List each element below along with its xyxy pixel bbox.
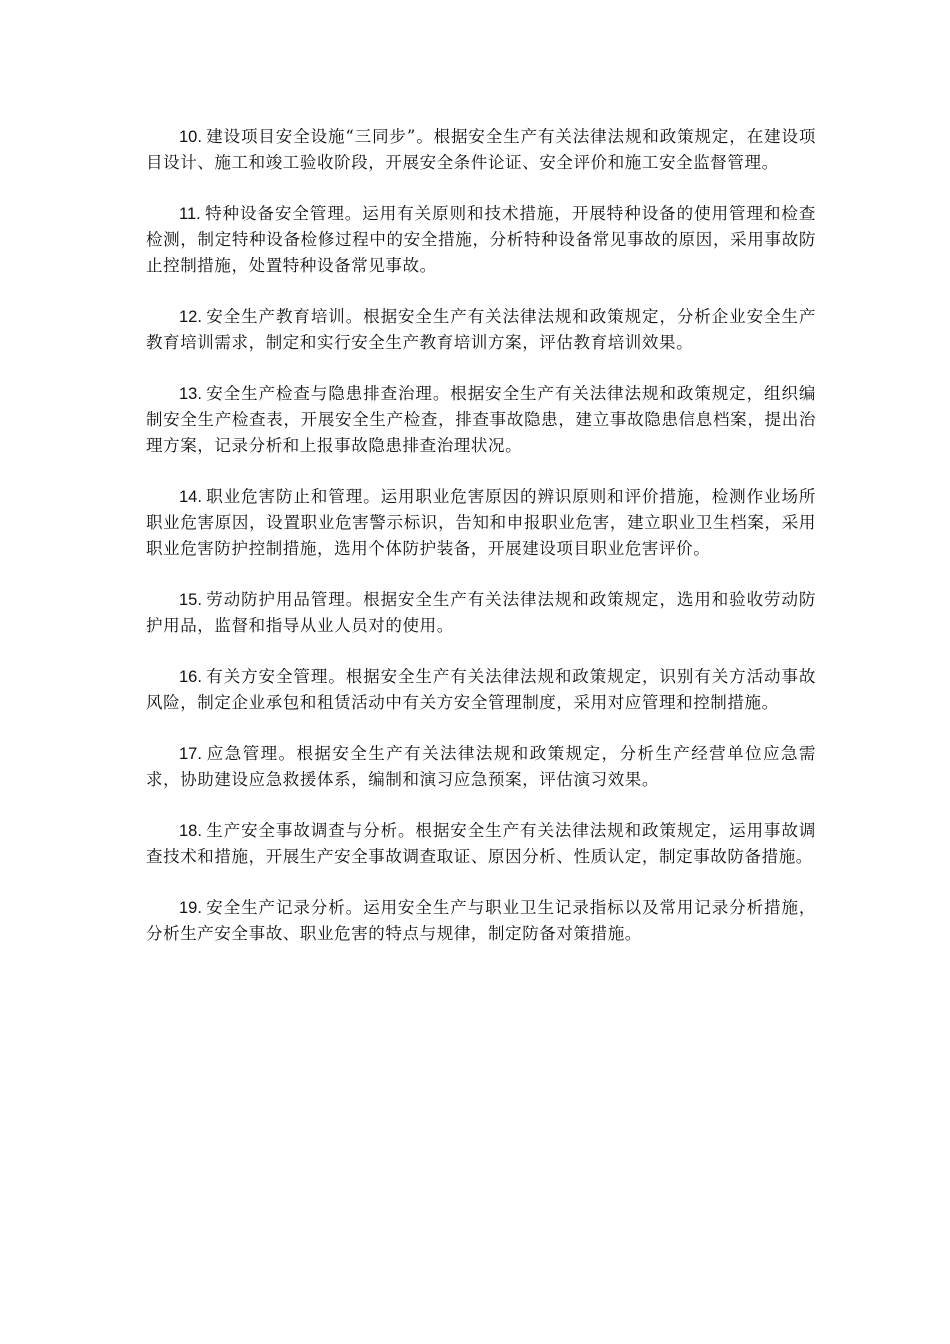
item-text: 安全生产记录分析。运用安全生产与职业卫生记录指标以及常用记录分析措施，分析生产安全事故、职业危害的特点与规律，制定防备对策措施。 xyxy=(146,898,816,943)
item-text: 安全生产检查与隐患排查治理。根据安全生产有关法律法规和政策规定，组织编制安全生产检查表，开展安全生产检查，排查事故隐患，建立事故隐患信息档案，提出治理方案，记录分析和上报事故隐患排查治理状况。 xyxy=(146,384,816,455)
item-number: 18. xyxy=(179,822,202,840)
item-10-paragraph xyxy=(146,124,816,176)
item-17-paragraph xyxy=(146,741,816,793)
item-13-paragraph xyxy=(146,381,816,459)
item-19-paragraph xyxy=(146,895,816,947)
item-text: 职业危害防止和管理。运用职业危害原因的辨识原则和评价措施，检测作业场所职业危害原因，设置职业危害警示标识，告知和申报职业危害，建立职业卫生档案，采用职业危害防护控制措施，选用个体防护装备，开展建设项目职业危害评价。 xyxy=(146,487,816,558)
item-number: 19. xyxy=(179,899,202,917)
item-text: 建设项目安全设施“三同步”。根据安全生产有关法律法规和政策规定，在建设项目设计、施工和竣工验收阶段，开展安全条件论证、安全评价和施工安全监督管理。 xyxy=(146,127,816,172)
document-page xyxy=(146,124,816,972)
item-number: 15. xyxy=(179,591,202,609)
item-11-paragraph xyxy=(146,201,816,279)
item-number: 13. xyxy=(179,385,202,403)
item-14-paragraph xyxy=(146,484,816,562)
item-15-paragraph xyxy=(146,587,816,639)
item-number: 16. xyxy=(179,668,202,686)
item-number: 17. xyxy=(179,745,202,763)
item-16-paragraph xyxy=(146,664,816,716)
item-number: 10. xyxy=(179,128,202,146)
item-18-paragraph xyxy=(146,818,816,870)
item-text: 特种设备安全管理。运用有关原则和技术措施，开展特种设备的使用管理和检查检测，制定特种设备检修过程中的安全措施，分析特种设备常见事故的原因，采用事故防止控制措施，处置特种设备常见事故。 xyxy=(146,204,816,275)
item-12-paragraph xyxy=(146,304,816,356)
item-number: 12. xyxy=(179,308,202,326)
item-number: 11. xyxy=(179,205,201,223)
item-text: 生产安全事故调查与分析。根据安全生产有关法律法规和政策规定，运用事故调查技术和措施，开展生产安全事故调查取证、原因分析、性质认定，制定事故防备措施。 xyxy=(146,821,816,866)
item-text: 劳动防护用品管理。根据安全生产有关法律法规和政策规定，选用和验收劳动防护用品，监督和指导从业人员对的使用。 xyxy=(146,590,816,635)
item-text: 应急管理。根据安全生产有关法律法规和政策规定，分析生产经营单位应急需求，协助建设应急救援体系，编制和演习应急预案，评估演习效果。 xyxy=(146,744,816,789)
item-text: 安全生产教育培训。根据安全生产有关法律法规和政策规定，分析企业安全生产教育培训需求，制定和实行安全生产教育培训方案，评估教育培训效果。 xyxy=(146,307,816,352)
item-number: 14. xyxy=(179,488,202,506)
item-text: 有关方安全管理。根据安全生产有关法律法规和政策规定，识别有关方活动事故风险，制定企业承包和租赁活动中有关方安全管理制度，采用对应管理和控制措施。 xyxy=(146,667,816,712)
